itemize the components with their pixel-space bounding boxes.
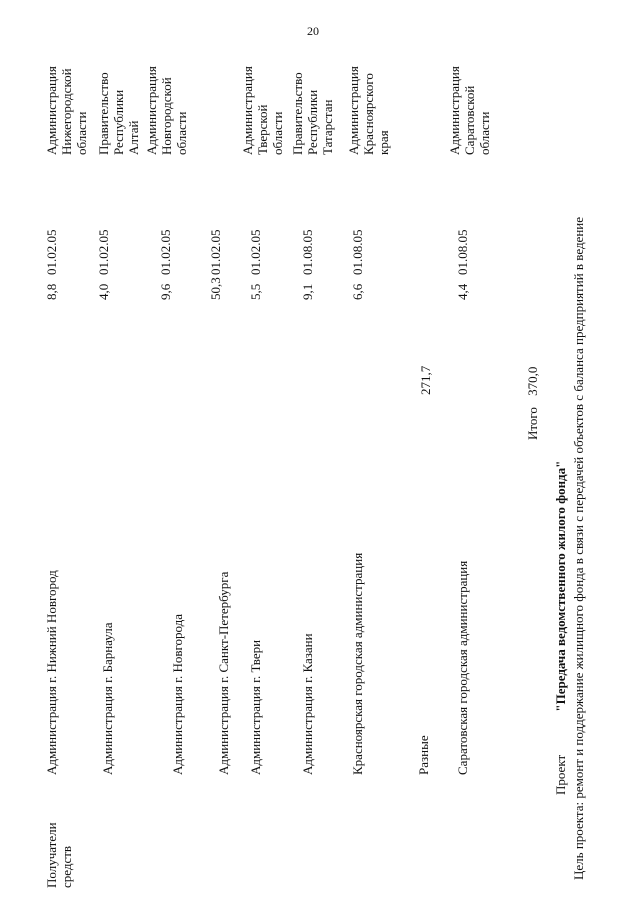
admin-line: Республики [305,89,320,155]
admin-line: Администрация [346,66,361,155]
org-name: Администрация г. Казани [300,633,315,775]
admin-line: Новгородской [159,77,174,155]
org-name: Саратовская городская администрация [455,560,470,775]
amount-value: 9,1 [300,283,315,300]
admin-body [447,5,492,155]
admin-line: Нижегородской [59,68,74,155]
amount-value: 5,5 [248,283,263,300]
org-name: Разные [416,735,431,775]
org-name: Администрация г. Твери [248,639,263,775]
admin-line: края [376,130,391,155]
total-label: Итого [525,407,540,440]
admin-line: Саратовской [462,85,477,155]
org-name: Администрация г. Нижний Новгород [44,570,59,775]
admin-line: Администрация [144,66,159,155]
org-name: Администрация г. Санкт-Петербурга [216,571,231,775]
project-goal: Цель проекта: ремонт и поддержание жилищного фонда в связи с передачей объектов с баланса предприятий в ведение [571,216,586,880]
table-row [346,5,400,775]
project-label: Проект [553,754,568,795]
admin-line: области [477,111,492,155]
date-value: 01.08.05 [455,229,470,275]
project-heading [553,461,568,795]
admin-body [346,5,391,155]
page-number: 20 [307,24,319,38]
table-row [402,5,452,775]
amount-value: 271,7 [418,365,433,395]
amount-value: 4,0 [96,283,111,300]
org-name: Администрация г. Барнаула [100,622,115,775]
recipients-label-line2: средств [59,845,74,888]
admin-line: области [74,111,89,155]
org-name: Красноярская городская администрация [350,552,365,775]
date-value: 01.02.05 [248,229,263,275]
recipients-label-line1: Получатели [44,822,59,888]
amount-value: 6,6 [350,283,365,300]
amount-value: 50,3 [208,277,223,300]
admin-line: Администрация [447,66,462,155]
admin-line: Администрация [44,66,59,155]
date-value: 01.02.05 [44,229,59,275]
admin-line: Администрация [240,66,255,155]
admin-line: Правительство [96,72,111,155]
table-row [447,5,505,775]
total-value: 370,0 [525,366,540,396]
admin-line: области [270,111,285,155]
total-row [525,367,540,440]
admin-line: области [174,111,189,155]
date-value: 01.02.05 [208,229,223,275]
table-row [44,5,104,775]
date-value: 01.02.05 [96,229,111,275]
admin-line: Республики [111,89,126,155]
amount-value: 9,6 [158,283,173,300]
admin-line: Правительство [290,72,305,155]
org-name: Администрация г. Новгорода [170,613,185,775]
admin-body [290,5,335,155]
amount-value: 8,8 [44,283,59,300]
admin-line: Татарстан [320,99,335,155]
admin-body [240,5,285,155]
admin-body [144,5,189,155]
admin-line: Тверской [255,104,270,155]
project-title: "Передача ведомственного жилого фонда" [553,460,568,712]
admin-line: Красноярского [361,73,376,155]
date-value: 01.02.05 [158,229,173,275]
table-row [290,5,350,775]
date-value: 01.08.05 [350,229,365,275]
admin-line: Алтай [126,120,141,155]
date-value: 01.08.05 [300,229,315,275]
recipients-label [44,822,74,888]
amount-value: 4,4 [455,283,470,300]
admin-body [44,5,89,155]
admin-body [96,5,141,155]
